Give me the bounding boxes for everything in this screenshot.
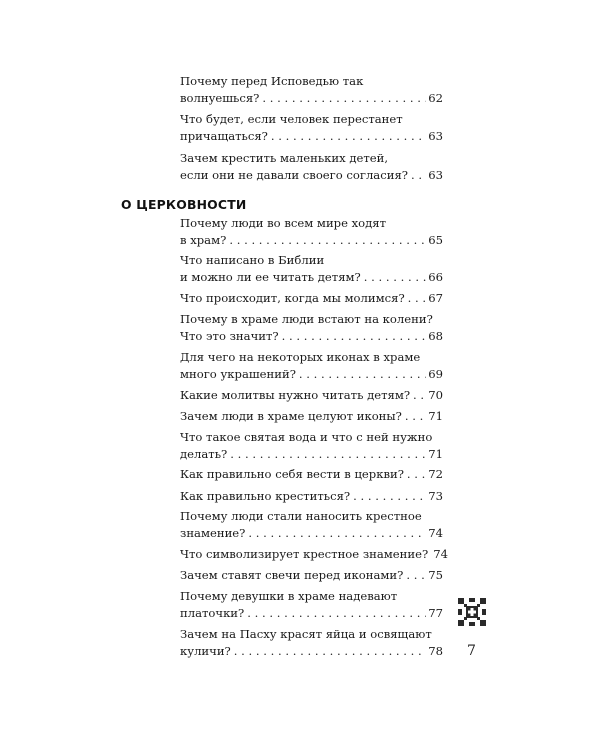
toc-entry[interactable] bbox=[180, 408, 443, 425]
dot-leader bbox=[405, 408, 426, 425]
toc-page-number: 71 bbox=[428, 409, 443, 423]
toc-entry-line: волнуешься? bbox=[180, 90, 260, 105]
toc-entry[interactable] bbox=[180, 215, 443, 248]
toc-page-number: 66 bbox=[428, 269, 443, 284]
dot-leader bbox=[413, 387, 426, 404]
toc-page-number: 74 bbox=[428, 525, 443, 540]
toc-entry-line: Почему в храме люди встают на колени? bbox=[180, 312, 433, 326]
toc-entry[interactable] bbox=[180, 111, 443, 144]
dot-leader bbox=[229, 232, 426, 249]
toc-entry-line: делать? bbox=[180, 446, 228, 461]
dot-leader bbox=[248, 525, 426, 542]
toc-page-number: 72 bbox=[428, 467, 443, 481]
dot-leader bbox=[411, 167, 426, 184]
toc-entry[interactable] bbox=[180, 466, 443, 483]
toc-entry-line: Что происходит, когда мы молимся? bbox=[180, 291, 405, 305]
toc-entry-line: Почему люди во всем мире ходят bbox=[180, 216, 387, 230]
toc-entry-line: Какие молитвы нужно читать детям? bbox=[180, 388, 411, 402]
toc-page-number: 68 bbox=[428, 328, 443, 343]
toc-entry-line: Как правильно креститься? bbox=[180, 489, 351, 503]
toc-entry-line: Почему перед Исповедью так bbox=[180, 74, 364, 88]
toc-entry[interactable] bbox=[180, 290, 443, 307]
toc-entry-line: Зачем ставят свечи перед иконами? bbox=[180, 568, 404, 582]
toc-page-number: 63 bbox=[428, 128, 443, 143]
toc-entry-line: Что написано в Библии bbox=[180, 253, 325, 267]
dot-leader bbox=[271, 128, 426, 145]
toc-entry-line: в храм? bbox=[180, 232, 227, 247]
toc-entry-line: Почему девушки в храме надевают bbox=[180, 589, 398, 603]
toc-entry-line: Что символизирует крестное знамение? bbox=[180, 547, 429, 561]
toc-entry-line: Что это значит? bbox=[180, 328, 279, 343]
section-heading: О ЦЕРКОВНОСТИ bbox=[121, 197, 247, 212]
toc-entry[interactable] bbox=[180, 252, 443, 285]
toc-entry-line: Зачем на Пасху красят яйца и освящают bbox=[180, 627, 432, 641]
page-number: 7 bbox=[467, 643, 476, 659]
toc-entry[interactable] bbox=[180, 73, 443, 106]
toc-entry[interactable] bbox=[180, 567, 443, 584]
dot-leader bbox=[408, 290, 427, 307]
toc-entry-line: знамение? bbox=[180, 525, 246, 540]
dot-leader bbox=[282, 328, 427, 345]
toc-page-number: 70 bbox=[428, 388, 443, 402]
toc-entry[interactable] bbox=[180, 429, 443, 462]
toc-entry-line: если они не давали своего согласия? bbox=[180, 167, 408, 182]
dot-leader bbox=[406, 567, 426, 584]
toc-entry[interactable] bbox=[180, 150, 443, 183]
toc-entry[interactable] bbox=[180, 311, 443, 344]
toc-entry[interactable] bbox=[180, 488, 443, 505]
toc-entry[interactable] bbox=[180, 588, 443, 621]
toc-entry[interactable] bbox=[180, 508, 443, 541]
toc-page-number: 78 bbox=[428, 643, 443, 658]
toc-entry-line: Зачем крестить маленьких детей, bbox=[180, 151, 389, 165]
toc-page-number: 71 bbox=[428, 446, 443, 461]
toc-entry[interactable] bbox=[180, 387, 443, 404]
toc-page-number: 75 bbox=[428, 568, 443, 582]
toc-entry[interactable] bbox=[180, 349, 443, 382]
toc-entry-line: платочки? bbox=[180, 605, 245, 620]
toc-entry-line: Для чего на некоторых иконах в храме bbox=[180, 350, 421, 364]
dot-leader bbox=[234, 643, 426, 660]
dot-leader bbox=[353, 488, 426, 505]
toc-entry[interactable] bbox=[180, 626, 443, 659]
dot-leader bbox=[230, 446, 426, 463]
toc-entry-line: Что будет, если человек перестанет bbox=[180, 112, 403, 126]
toc-page-number: 62 bbox=[428, 90, 443, 105]
toc-page-number: 74 bbox=[433, 547, 448, 561]
toc-page-number: 67 bbox=[428, 291, 443, 305]
toc-entry-line: Что такое святая вода и что с ней нужно bbox=[180, 430, 433, 444]
toc-entry-line: причащаться? bbox=[180, 128, 268, 143]
toc-entry-line: Почему люди стали наносить крестное bbox=[180, 509, 422, 523]
dot-leader bbox=[407, 466, 426, 483]
toc-entry-line: много украшений? bbox=[180, 366, 296, 381]
dot-leader bbox=[364, 269, 426, 286]
toc-page-number: 69 bbox=[428, 366, 443, 381]
toc-page-number: 65 bbox=[428, 232, 443, 247]
dot-leader bbox=[299, 366, 426, 383]
cross-ornament-icon bbox=[458, 598, 486, 626]
toc-entry[interactable] bbox=[180, 546, 448, 563]
toc-page-number: 73 bbox=[428, 489, 443, 503]
toc-page-number: 63 bbox=[428, 167, 443, 182]
dot-leader bbox=[247, 605, 426, 622]
toc-page-number: 77 bbox=[428, 605, 443, 620]
toc-entry-line: Как правильно себя вести в церкви? bbox=[180, 467, 404, 481]
toc-entry-line: и можно ли ее читать детям? bbox=[180, 269, 361, 284]
toc-entry-line: куличи? bbox=[180, 643, 231, 658]
dot-leader bbox=[262, 90, 426, 107]
toc-entry-line: Зачем люди в храме целуют иконы? bbox=[180, 409, 402, 423]
